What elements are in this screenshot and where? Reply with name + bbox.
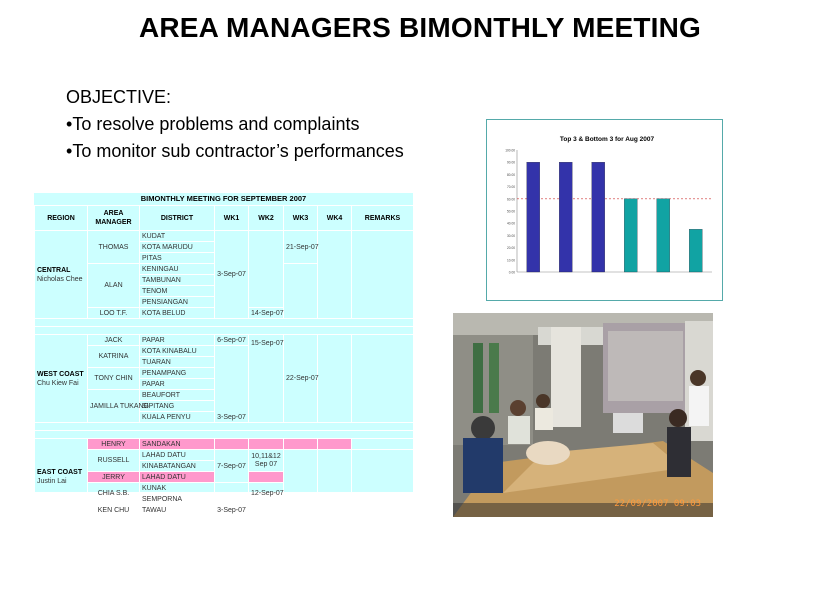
date-cell: 22-Sep-07 [284, 335, 318, 423]
column-header: REMARKS [352, 206, 414, 231]
date-cell: 3-Sep-07 [215, 231, 249, 319]
y-tick-label: 40.00 [507, 221, 515, 226]
date-cell: 14-Sep-07 [249, 308, 284, 319]
chart-svg [487, 120, 722, 300]
table-row [35, 450, 414, 461]
manager-cell: RUSSELL [88, 450, 140, 472]
district-cell: KOTA BELUD [140, 308, 215, 319]
y-tick-label: 90.00 [507, 160, 515, 165]
y-tick-label: 60.00 [507, 197, 515, 202]
district-cell: SANDAKAN [140, 439, 215, 450]
district-cell: SEMPORNA [140, 494, 215, 505]
chart-title: Top 3 & Bottom 3 for Aug 2007 [559, 136, 655, 143]
chart-bar [527, 162, 540, 272]
meeting-photo-image [453, 313, 713, 517]
district-cell: TAWAU [140, 505, 215, 516]
date-cell: 15-Sep-07 [249, 335, 284, 423]
y-tick-label: 50.00 [507, 209, 515, 214]
district-cell: TUARAN [140, 357, 215, 368]
district-cell: TENOM [140, 286, 215, 297]
objective-bullet: • To resolve problems and complaints [66, 111, 404, 138]
district-cell: BEAUFORT [140, 390, 215, 401]
meeting-schedule-table [34, 193, 413, 514]
y-tick-label: 70.00 [507, 185, 515, 190]
district-cell: TAMBUNAN [140, 275, 215, 286]
date-cell: 10,11&12 Sep 07 [249, 450, 284, 472]
chart-bar [624, 199, 637, 272]
column-header: AREA MANAGER [88, 206, 140, 231]
table-row [35, 439, 414, 450]
column-header: WK1 [215, 206, 249, 231]
district-cell: KOTA KINABALU [140, 346, 215, 357]
manager-cell: ALAN [88, 264, 140, 308]
district-cell: KUALA PENYU [140, 412, 215, 423]
column-header: REGION [35, 206, 88, 231]
manager-cell: JERRY [88, 472, 140, 483]
manager-cell: HENRY [88, 439, 140, 450]
photo-timestamp: 22/09/2007 09:03 [614, 499, 701, 509]
schedule-title: BIMONTHLY MEETING FOR SEPTEMBER 2007 [140, 194, 307, 203]
district-cell: LAHAD DATU [140, 472, 215, 483]
district-cell: PAPAR [140, 335, 215, 346]
objective-heading: OBJECTIVE: [66, 87, 172, 107]
manager-cell: KATRINA [88, 346, 140, 368]
y-tick-label: 30.00 [507, 233, 515, 238]
district-cell: LAHAD DATU [140, 450, 215, 461]
region-cell: CENTRAL Nicholas Chee [35, 231, 88, 319]
y-tick-label: 0.00 [508, 270, 515, 275]
date-cell: 7-Sep-07 [215, 450, 249, 483]
date-cell: 21-Sep-07 [284, 231, 318, 264]
manager-cell: KEN CHU [88, 505, 140, 516]
district-cell: SIPITANG [140, 401, 215, 412]
bar-chart [486, 119, 723, 301]
schedule-header-row [35, 206, 414, 231]
y-tick-label: 80.00 [507, 172, 515, 177]
manager-cell: JAMILLA TUKANG [88, 390, 140, 423]
region-cell: WEST COAST Chu Kiew Fai [35, 335, 88, 423]
meeting-photo [453, 313, 713, 517]
chart-bar [592, 162, 605, 272]
district-cell: PAPAR [140, 379, 215, 390]
column-header: WK3 [284, 206, 318, 231]
district-cell: PENSIANGAN [140, 297, 215, 308]
date-cell: 3-Sep-07 [215, 346, 249, 423]
objective-block [66, 84, 404, 165]
column-header: WK4 [318, 206, 352, 231]
y-tick-label: 20.00 [507, 246, 515, 251]
district-cell: KENINGAU [140, 264, 215, 275]
manager-cell: TONY CHIN [88, 368, 140, 390]
date-cell: 12-Sep-07 [249, 483, 284, 505]
district-cell: KUNAK [140, 483, 215, 494]
chart-bar [559, 162, 572, 272]
manager-cell: JACK [88, 335, 140, 346]
table-row [35, 231, 414, 242]
district-cell: PENAMPANG [140, 368, 215, 379]
y-tick-label: 10.00 [507, 258, 515, 263]
manager-cell: THOMAS [88, 231, 140, 264]
manager-cell: LOO T.F. [88, 308, 140, 319]
column-header: DISTRICT [140, 206, 215, 231]
district-cell: KINABATANGAN [140, 461, 215, 472]
objective-bullet: • To monitor sub contractor’s performances [66, 138, 404, 165]
chart-bar [657, 199, 670, 272]
manager-cell: CHIA S.B. [88, 483, 140, 505]
table-row [35, 335, 414, 346]
date-cell: 3-Sep-07 [215, 505, 249, 516]
chart-bar [689, 229, 702, 272]
region-cell: EAST COAST Justin Lai [35, 439, 88, 516]
page-title: AREA MANAGERS BIMONTHLY MEETING [138, 12, 702, 43]
district-cell: KUDAT [140, 231, 215, 242]
date-cell: 6-Sep-07 [215, 335, 249, 346]
district-cell: KOTA MARUDU [140, 242, 215, 253]
district-cell: PITAS [140, 253, 215, 264]
y-tick-label: 100.00 [505, 148, 515, 153]
column-header: WK2 [249, 206, 284, 231]
